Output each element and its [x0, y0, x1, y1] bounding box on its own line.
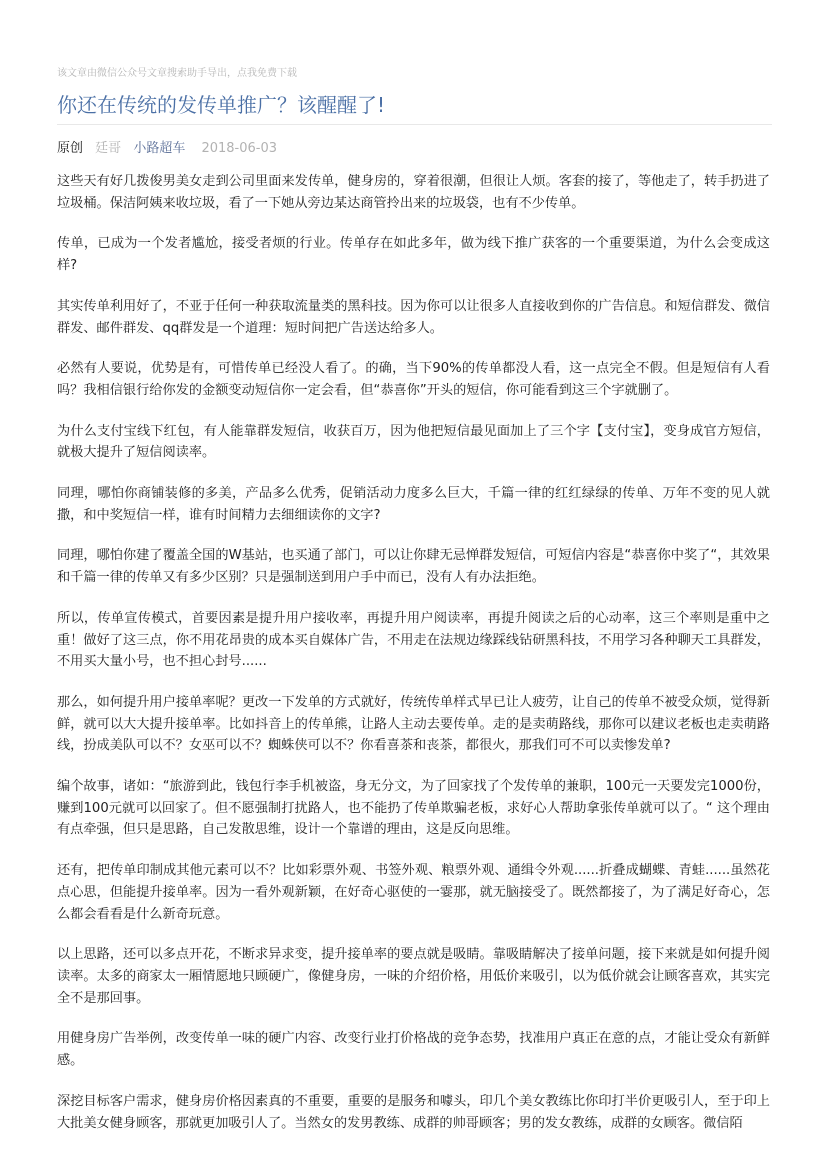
original-tag: 原创: [57, 141, 84, 156]
paragraph: 同理，哪怕你商铺装修的多美，产品多么优秀，促销活动力度多么巨大，千篇一律的红红绿绿的传单、万年不变的见人就撒，和中奖短信一样，谁有时间精力去细细读你的文字?: [57, 486, 770, 523]
paragraph: 还有，把传单印制成其他元素可以不？比如彩票外观、书签外观、粮票外观、通缉令外观......折叠成蝴蝶、青蛙......虽然花点心思，但能提升接单率。因为一看外观新颖，在好奇心驱使的一霎那，就无脑接受了。既然都接了，为了满足好奇心，怎么都会看看是什么新奇玩意。: [57, 863, 770, 922]
export-notice[interactable]: [57, 64, 297, 79]
account-link[interactable]: 小路超车: [133, 141, 186, 156]
paragraph: 以上思路，还可以多点开花，不断求异求变，提升接单率的要点就是吸睛。靠吸睛解决了接单问题，接下来就是如何提升阅读率。太多的商家太一厢情愿地只顾硬广，像健身房，一味的介绍价格，用低价来吸引，以为低价就会让顾客喜欢，其实完全不是那回事。: [57, 947, 770, 1006]
paragraph: 用健身房广告举例，改变传单一味的硬广内容、改变行业打价格战的竞争态势，找准用户真正在意的点，才能让受众有新鲜感。: [57, 1031, 770, 1069]
paragraph: 深挖目标客户需求，健身房价格因素真的不重要，重要的是服务和噱头，印几个美女教练比你印打半价更吸引人，至于印上大批美女健身顾客，那就更加吸引人了。当然女的发男教练、成群的帅哥顾客；男的发女教练，成群的女顾客。微信陌: [57, 1093, 770, 1131]
paragraph: 同理，哪怕你建了覆盖全国的W基站，也买通了部门，可以让你肆无忌惮群发短信，可短信内容是“恭喜你中奖了“，其效果和千篇一律的传单又有多少区别？只是强制送到用户手中而已，没有人有办法拒绝。: [57, 548, 770, 586]
article-meta: [57, 139, 285, 159]
publish-date: 2018-06-03: [201, 141, 278, 156]
article-title: 你还在传统的发传单推广？该醒醒了!: [57, 93, 386, 117]
paragraph: 其实传单利用好了，不亚于任何一种获取流量类的黑科技。因为你可以让很多人直接收到你的广告信息。和短信群发、微信群发、邮件群发、qq群发是一个道理：短时间把广告送达给多人。: [57, 298, 770, 336]
article-body: [57, 171, 770, 1153]
paragraph: 所以，传单宣传模式，首要因素是提升用户接收率，再提升用户阅读率，再提升阅读之后的心动率，这三个率则是重中之重！做好了这三点，你不用花昂贵的成本买自媒体广告，不用走在法规边缘踩线钻研黑科技，不用学习各种聊天工具群发，不用买大量小号，也不担心封号......: [57, 610, 770, 670]
paragraph: 为什么支付宝线下红包，有人能靠群发短信，收获百万，因为他把短信最见面加上了三个字【支付宝】，变身成官方短信，就极大提升了短信阅读率。: [57, 423, 770, 461]
author-name: 廷哥: [95, 141, 122, 156]
export-notice-link[interactable]: 该文章由微信公众号文章搜索助手导出，点我免费下载: [57, 68, 297, 79]
paragraph: 必然有人要说，优势是有，可惜传单已经没人看了。的确，当下90%的传单都没人看，这一点完全不假。但是短信有人看吗？我相信银行给你发的金额变动短信你一定会看，但“恭喜你”开头的短信，你可能看到这三个字就删了。: [57, 361, 770, 398]
paragraph: 那么，如何提升用户接单率呢？更改一下发单的方式就好，传统传单样式早已让人疲劳，让自己的传单不被受众烦，觉得新鲜，就可以大大提升接单率。比如抖音上的传单熊，让路人主动去要传单。走的是卖萌路线，那你可以建议老板也走卖萌路线，扮成美队可以不？女巫可以不？蜘蛛侠可以不？你看喜茶和丧茶，都很火，那我们可不可以卖惨发单?: [57, 694, 770, 754]
paragraph: 传单，已成为一个发者尴尬，接受者烦的行业。传单存在如此多年，做为线下推广获客的一个重要渠道，为什么会变成这样?: [57, 236, 770, 274]
paragraph: 编个故事，诸如：“旅游到此，钱包行李手机被盗，身无分文，为了回家找了个发传单的兼职，100元一天要发完1000份，赚到100元就可以回家了。但不愿强制打扰路人，也不能扔了传单欺骗老板，求好心人帮助拿张传单就可以了。“ 这个理由有点牵强，但只是思路，自己发散思维，设计一个靠谱的理由，这是反向思维。: [57, 779, 770, 838]
title-divider: [57, 124, 772, 125]
paragraph: 这些天有好几拨俊男美女走到公司里面来发传单，健身房的，穿着很潮，但很让人烦。客套的接了，等他走了，转手扔进了垃圾桶。保洁阿姨来收垃圾，看了一下她从旁边某达商管拎出来的垃圾袋，也有不少传单。: [57, 174, 770, 211]
